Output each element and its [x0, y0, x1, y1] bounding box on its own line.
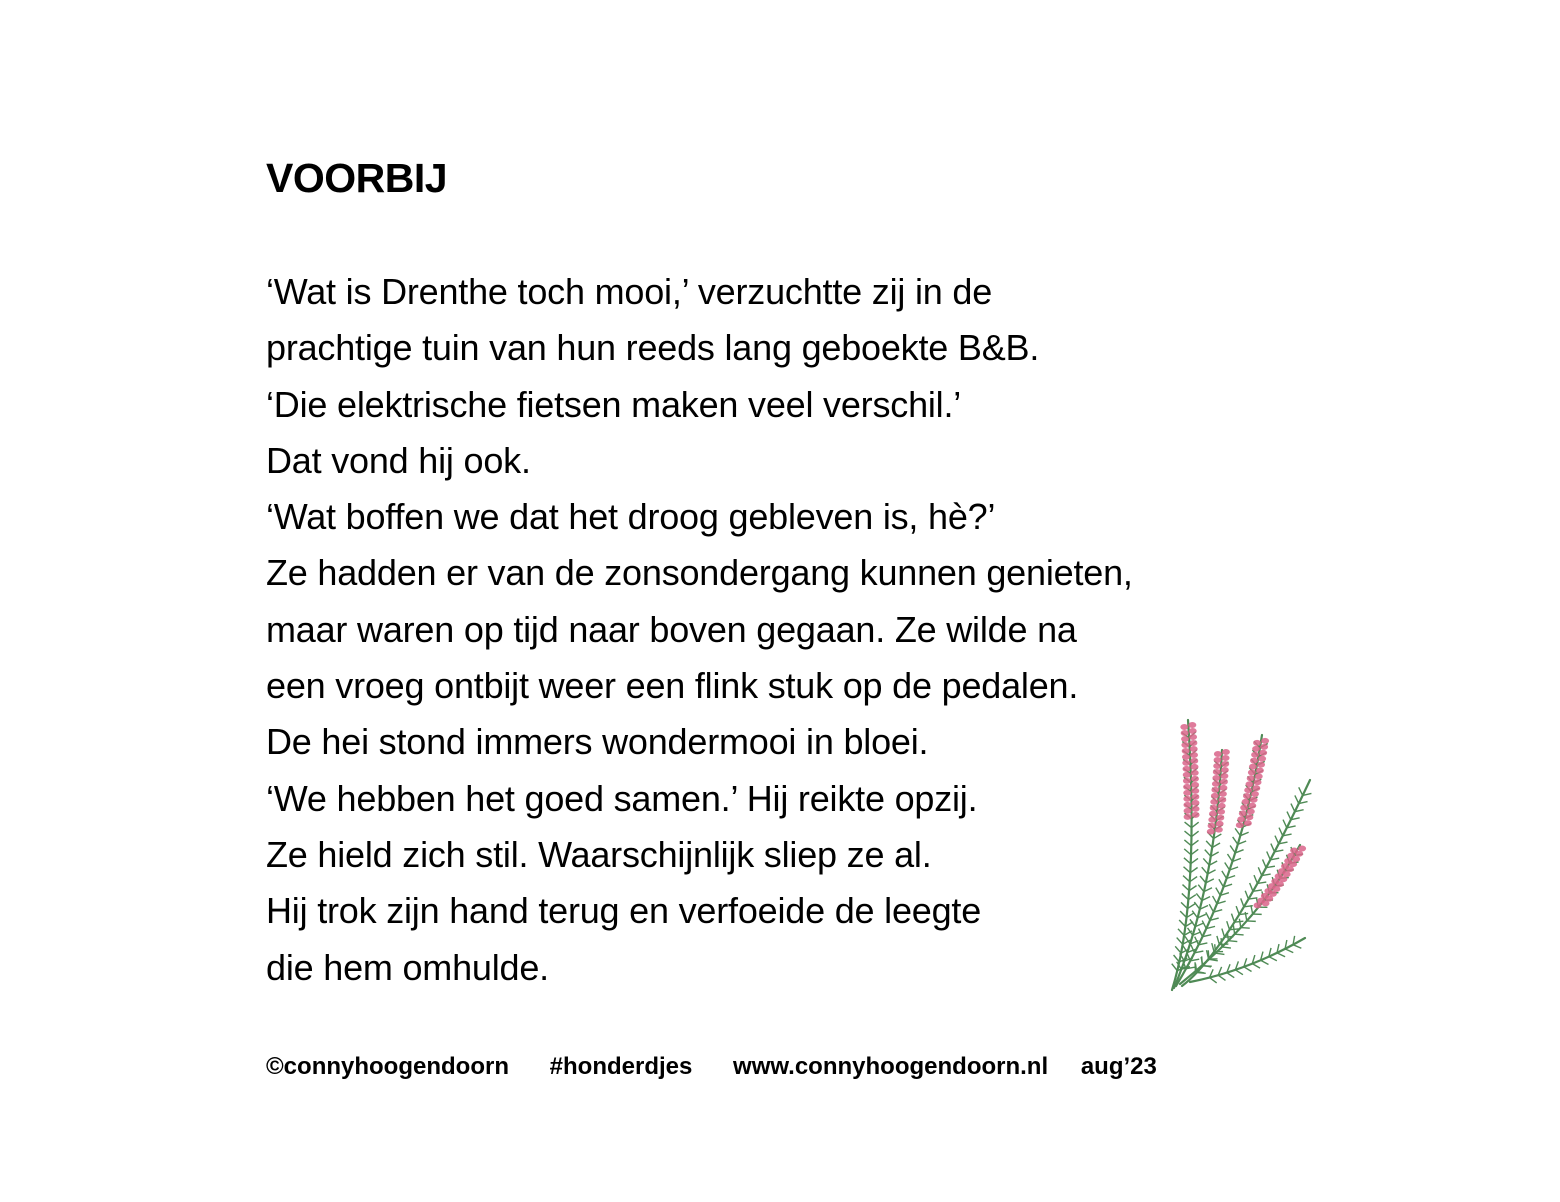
heather-leaf [1231, 914, 1234, 923]
heather-leaf [1172, 964, 1178, 971]
heather-flower [1183, 784, 1191, 790]
heather-leaf [1213, 896, 1217, 904]
heather-flower [1219, 785, 1227, 791]
heather-leaf [1200, 876, 1206, 883]
heather-leaf [1287, 812, 1291, 820]
heather-leaf [1279, 828, 1283, 836]
heather-flower [1222, 749, 1230, 755]
heather-flower [1214, 751, 1222, 757]
heather-flower [1216, 815, 1224, 821]
heather-flower [1189, 728, 1197, 734]
heather-flower [1218, 803, 1226, 809]
heather-flower [1240, 805, 1248, 811]
heather-flower [1183, 802, 1191, 808]
heather-leaf [1233, 837, 1238, 844]
heather-flower [1278, 868, 1286, 874]
heather-flower [1242, 799, 1250, 805]
footer [266, 1050, 1157, 1084]
heather-flower [1281, 863, 1289, 869]
heather-leaf [1261, 960, 1269, 964]
heather-leaf [1181, 902, 1187, 908]
heather-flower [1211, 787, 1219, 793]
heather-flower [1252, 746, 1260, 752]
poem-line: prachtige tuin van hun reeds lang geboekte B&B. [266, 327, 1040, 369]
heather-leaf [1222, 947, 1231, 948]
heather-leaf [1241, 898, 1244, 906]
footer-website-link[interactable]: www.connyhoogendoorn.nl [733, 1053, 1049, 1080]
heather-flower [1211, 793, 1219, 799]
poem-line: Ze hadden er van de zonsondergang kunnen genieten, [266, 552, 1133, 594]
heather-flower [1190, 746, 1198, 752]
heather-leaf [1197, 973, 1206, 974]
poem-line: ‘Wat is Drenthe toch mooi,’ verzuchtte zij in de [266, 271, 993, 312]
heather-leaf [1222, 871, 1227, 879]
heather-flower [1236, 822, 1244, 828]
heather-flower [1191, 788, 1199, 794]
heather-flower [1251, 791, 1259, 797]
heather-flower [1184, 814, 1192, 820]
heather-leaf [1202, 867, 1208, 874]
heather-flower [1250, 797, 1258, 803]
heather-leaf [1183, 876, 1190, 882]
heather-flower [1182, 760, 1190, 766]
poem-line: ‘We hebben het goed samen.’ Hij reikte opzij. [266, 777, 978, 819]
heather-flower [1259, 750, 1267, 756]
heather-flower [1220, 773, 1228, 779]
poem-body [266, 264, 1133, 996]
poem-line: ‘Wat boffen we dat het droog gebleven is, hè?’ [266, 496, 996, 538]
heather-flower [1190, 752, 1198, 758]
heather-leaf [1219, 879, 1224, 887]
heather-leaf [1201, 957, 1203, 966]
heather-flower [1212, 775, 1220, 781]
heather-leaf [1236, 906, 1239, 914]
heather-flower [1222, 755, 1230, 761]
heather-leaf [1212, 943, 1214, 952]
heather-leaf [1252, 964, 1260, 968]
heather-leaf [1202, 921, 1206, 929]
poem-line: Dat vond hij ook. [266, 439, 531, 481]
heather-leaf [1184, 858, 1191, 864]
poem-line: een vroeg ontbijt weer een flink stuk op de pedalen. [266, 665, 1079, 707]
heather-flower [1181, 742, 1189, 748]
heather-leaf [1182, 893, 1189, 899]
heather-leaf [1184, 849, 1191, 855]
heather-leaf [1277, 953, 1285, 957]
heather-flower [1213, 769, 1221, 775]
heather-leaf [1235, 934, 1244, 935]
heather-flower [1243, 793, 1251, 799]
heather-flower [1183, 796, 1191, 802]
heather-flower [1247, 775, 1255, 781]
heather-flower [1248, 803, 1256, 809]
heather-flower [1213, 763, 1221, 769]
heather-flower [1191, 764, 1199, 770]
heather-leaf [1225, 937, 1234, 938]
heather-flower [1207, 829, 1215, 835]
heather-flower [1252, 785, 1260, 791]
heather-flower [1216, 821, 1224, 827]
heather-flower [1191, 782, 1199, 788]
heather-flower [1253, 740, 1261, 746]
heather-flower [1190, 758, 1198, 764]
heather-leaf [1184, 840, 1191, 846]
heather-flower [1208, 823, 1216, 829]
heather-leaf [1222, 929, 1225, 938]
heather-leaf [1299, 787, 1303, 795]
heather-leaf [1180, 911, 1186, 917]
heather-leaf [1239, 919, 1240, 928]
heather-flower [1191, 770, 1199, 776]
heather-leaf [1218, 975, 1225, 980]
heather-flower [1182, 754, 1190, 760]
heather-flower [1191, 800, 1199, 806]
heather-leaf [1227, 921, 1230, 930]
heather-flower [1181, 730, 1189, 736]
heather-leaf [1174, 955, 1180, 962]
heather-leaf [1269, 957, 1277, 961]
heather-leaf [1209, 978, 1216, 983]
heather-leaf [1254, 875, 1257, 883]
heather-leaf [1227, 973, 1234, 978]
heather-flower [1192, 812, 1200, 818]
heather-flower [1208, 817, 1216, 823]
heather-flower [1260, 744, 1268, 750]
heather-leaf [1178, 929, 1184, 936]
poem-line: maar waren op tijd naar boven gegaan. Ze wilde na [266, 608, 1077, 650]
heather-leaf [1235, 970, 1243, 975]
heather-flower [1183, 778, 1191, 784]
heather-flower [1248, 769, 1256, 775]
heather-flower [1180, 724, 1188, 730]
heather-leaf [1234, 921, 1243, 922]
heather-flower [1261, 738, 1269, 744]
poem-line: Hij trok zijn hand terug en verfoeide de leegte [266, 890, 982, 932]
heather-leaf [1225, 862, 1230, 870]
heather-flower [1247, 808, 1255, 814]
heather-leaf [1215, 953, 1224, 954]
poem-line: die hem omhulde. [266, 946, 549, 988]
heather-flower [1298, 846, 1306, 852]
heather-flower [1215, 827, 1223, 833]
heather-flower [1290, 848, 1298, 854]
footer-hashtag: #honderdjes [549, 1053, 693, 1080]
heather-leaf [1228, 941, 1237, 942]
heather-flower [1221, 767, 1229, 773]
heather-leaf [1241, 928, 1250, 929]
heather-flower [1245, 814, 1253, 820]
heather-flower [1212, 781, 1220, 787]
heather-flower [1189, 740, 1197, 746]
heather-flower [1191, 794, 1199, 800]
poem-line: De hei stond immers wondermooi in bloei. [266, 721, 929, 763]
heather-leaf [1271, 844, 1275, 852]
heather-leaf [1291, 804, 1295, 812]
heather-flower [1220, 779, 1228, 785]
heather-flower [1183, 772, 1191, 778]
heather-flower [1258, 756, 1266, 762]
heather-flower [1183, 790, 1191, 796]
heather-flower [1249, 764, 1257, 770]
heather-flower [1210, 805, 1218, 811]
heather-leaf [1205, 850, 1211, 857]
heather-leaf [1275, 836, 1279, 844]
heather-flower [1257, 762, 1265, 768]
heather-flower [1219, 791, 1227, 797]
heather-leaf [1267, 852, 1271, 860]
poem-line: ‘Die elektrische fietsen maken veel verschil.’ [266, 383, 962, 425]
heather-flower [1255, 773, 1263, 779]
heather-flower [1191, 776, 1199, 782]
heather-leaf [1198, 885, 1204, 892]
heather-leaf [1230, 845, 1235, 852]
footer-copyright: ©connyhoogendoorn [266, 1053, 509, 1080]
heather-leaf [1196, 893, 1202, 900]
heather-flower [1244, 820, 1252, 826]
heather-leaf [1206, 912, 1210, 920]
heather-leaf [1285, 949, 1293, 953]
heather-leaf [1245, 891, 1248, 899]
heather-flower [1182, 748, 1190, 754]
heather-leaf [1203, 858, 1209, 865]
heather-leaf [1206, 841, 1212, 848]
heather-leaf [1209, 904, 1213, 912]
heather-flower [1189, 734, 1197, 740]
heather-flower [1256, 767, 1264, 773]
heather-leaf [1263, 859, 1267, 867]
poem-title: VOORBIJ [266, 155, 448, 201]
heather-leaf [1217, 936, 1219, 945]
heather-flower [1284, 858, 1292, 864]
heather-flower [1250, 758, 1258, 764]
heather-flower [1246, 781, 1254, 787]
heather-flower [1183, 766, 1191, 772]
heather-leaf [1179, 920, 1185, 926]
heather-leaf [1244, 967, 1252, 972]
footer-date: aug’23 [1080, 1053, 1157, 1080]
heather-leaf [1194, 902, 1199, 909]
heather-sprig-icon [1160, 700, 1335, 1000]
heather-leaf [1230, 929, 1239, 930]
heather-leaf [1293, 945, 1301, 949]
heather-flower [1217, 809, 1225, 815]
heather-flower [1210, 799, 1218, 805]
heather-leaf [1235, 828, 1240, 835]
heather-flower [1214, 757, 1222, 763]
heather-leaf [1258, 867, 1261, 875]
heather-flower [1244, 787, 1252, 793]
heather-leaf [1183, 885, 1190, 891]
heather-flower [1209, 811, 1217, 817]
heather-leaf [1295, 795, 1299, 803]
heather-flower [1192, 806, 1200, 812]
heather-flower [1188, 722, 1196, 728]
heather-leaf [1251, 905, 1253, 914]
heather-flower [1237, 816, 1245, 822]
heather-leaf [1216, 888, 1221, 896]
heather-flower [1218, 797, 1226, 803]
heather-leaf [1177, 938, 1183, 945]
heather-flower [1251, 752, 1259, 758]
heather-leaf [1175, 946, 1181, 953]
heather-flower [1254, 779, 1262, 785]
heather-leaf [1250, 883, 1253, 891]
heather-flower [1221, 761, 1229, 767]
heather-flower [1287, 853, 1295, 859]
heather-leaf [1221, 938, 1222, 947]
poem-line: Ze hield zich stil. Waarschijnlijk sliep ze al. [266, 833, 932, 875]
heather-leaf [1184, 867, 1191, 873]
heather-flower [1181, 736, 1189, 742]
heather-flower [1184, 808, 1192, 814]
heather-flower [1239, 810, 1247, 816]
heather-leaf [1227, 854, 1232, 862]
heather-leaf [1283, 820, 1287, 828]
